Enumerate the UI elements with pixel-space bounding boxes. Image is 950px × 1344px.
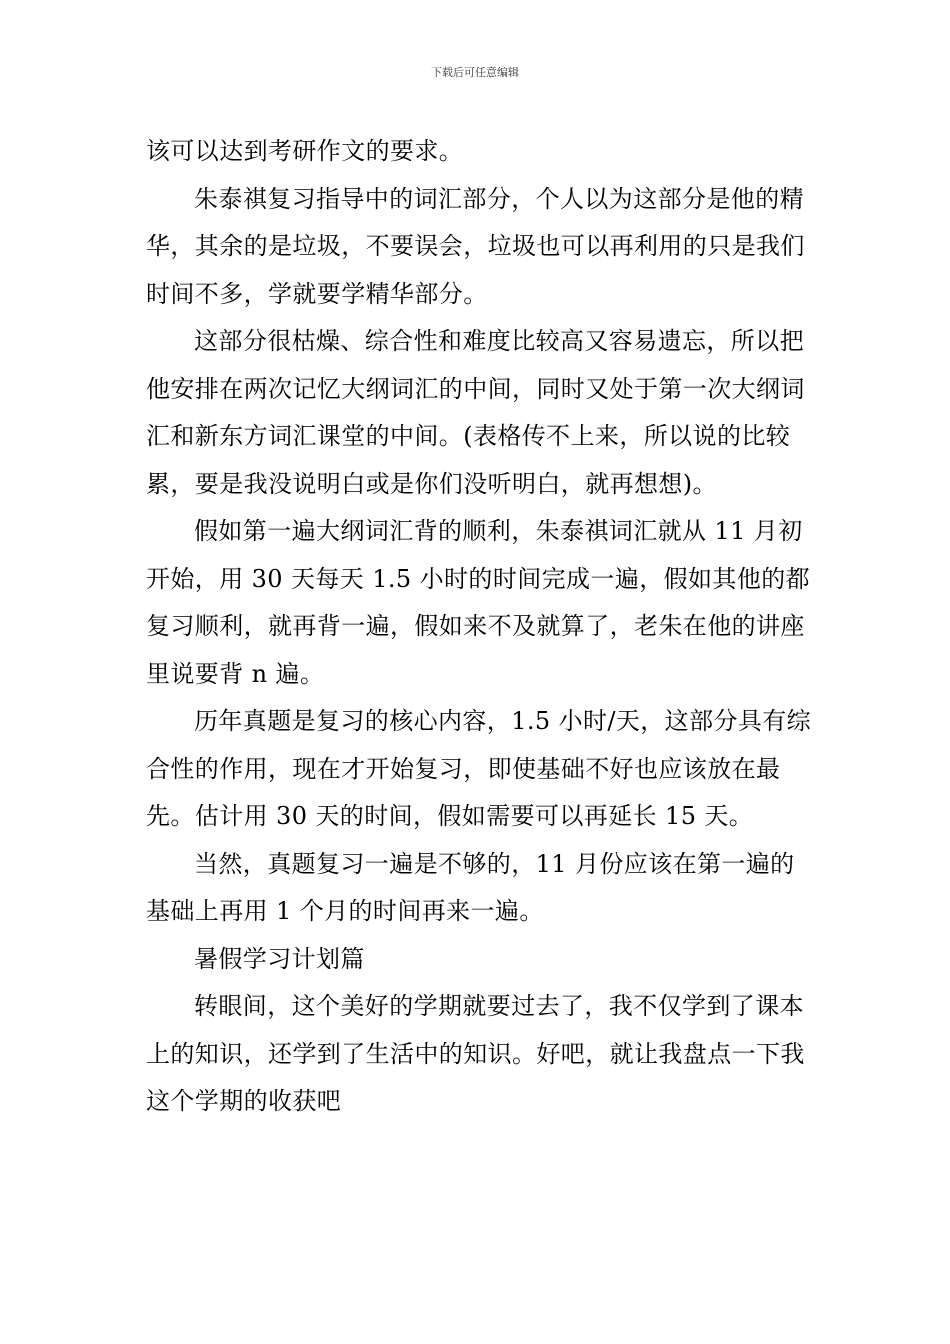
page-header: 下载后可任意编辑 <box>431 66 519 79</box>
paragraph: 历年真题是复习的核心内容，1.5 小时/天，这部分具有综合性的作用，现在才开始复习，即使基础不好也应该放在最先。估计用 30 天的时间，假如需要可以再延长 15 天。 <box>146 707 812 830</box>
paragraph: 该可以达到考研作文的要求。 <box>146 137 464 165</box>
document-body <box>146 128 816 1126</box>
paragraph: 假如第一遍大纲词汇背的顺利，朱泰祺词汇就从 11 月初开始，用 30 天每天 1.5 小时的时间完成一遍，假如其他的都复习顺利，就再背一遍，假如来不及就算了，老朱在他的讲座里说要背 n 遍。 <box>146 517 811 688</box>
paragraph: 朱泰祺复习指导中的词汇部分，个人以为这部分是他的精华，其余的是垃圾，不要误会，垃圾也可以再利用的只是我们时间不多，学就要学精华部分。 <box>146 184 805 308</box>
paragraph: 转眼间，这个美好的学期就要过去了，我不仅学到了课本上的知识，还学到了生活中的知识。好吧，就让我盘点一下我这个学期的收获吧 <box>146 992 805 1115</box>
section-heading: 暑假学习计划篇 <box>194 944 365 973</box>
paragraph: 这部分很枯燥、综合性和难度比较高又容易遗忘，所以把他安排在两次记忆大纲词汇的中间，同时又处于第一次大纲词汇和新东方词汇课堂的中间。(表格传不上来，所以说的比较累，要是我没说明白或是你们没听明白，就再想想)。 <box>146 327 805 498</box>
paragraph: 当然，真题复习一遍是不够的，11 月份应该在第一遍的基础上再用 1 个月的时间再来一遍。 <box>146 849 795 925</box>
